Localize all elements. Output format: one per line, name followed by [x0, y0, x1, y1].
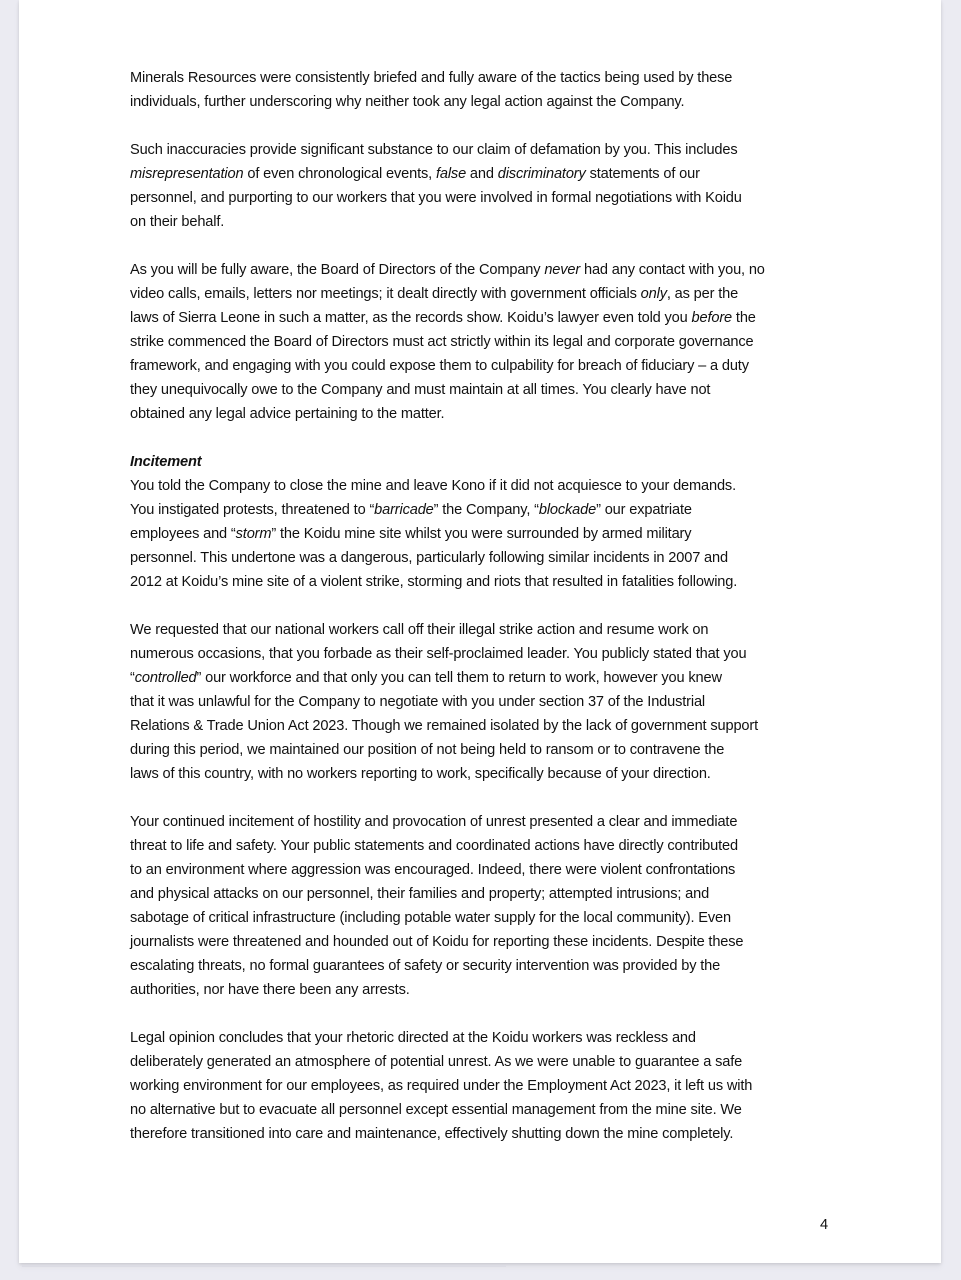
text-line [130, 306, 842, 330]
text-line [130, 714, 842, 738]
emphasized-text: never [544, 262, 581, 278]
text-run: ” the Koidu mine site whilst you were surrounded by armed military [271, 526, 692, 542]
text-run: and physical attacks on our personnel, their families and property; attempted intrusions; and [130, 886, 710, 902]
page-number: 4 [820, 1217, 829, 1233]
text-run: escalating threats, no formal guarantees of safety or security intervention was provided by the [130, 958, 721, 974]
text-line [130, 618, 842, 642]
text-run: sabotage of critical infrastructure (including potable water supply for the local community). Even [130, 910, 731, 926]
text-run: threat to life and safety. Your public statements and coordinated actions have directly contributed [130, 838, 738, 854]
text-line [130, 834, 842, 858]
text-run: personnel, and purporting to our workers that you were involved in formal negotiations with Koidu [130, 190, 742, 206]
text-run: obtained any legal advice pertaining to the matter. [130, 406, 445, 422]
paragraph-2 [130, 258, 842, 426]
text-run: therefore transitioned into care and maintenance, effectively shutting down the mine completely. [130, 1126, 734, 1142]
text-line [130, 738, 842, 762]
paragraph-1 [130, 138, 842, 234]
text-run: deliberately generated an atmosphere of potential unrest. As we were unable to guarantee a safe [130, 1054, 743, 1070]
text-run: journalists were threatened and hounded out of Koidu for reporting these incidents. Despite these [130, 934, 744, 950]
text-run: working environment for our employees, as required under the Employment Act 2023, it left us with [130, 1078, 753, 1094]
text-run: laws of Sierra Leone in such a matter, as the records show. Koidu’s lawyer even told you [130, 310, 692, 326]
text-line [130, 258, 842, 282]
text-line [130, 90, 842, 114]
emphasized-text: before [691, 310, 733, 326]
emphasized-text: discriminatory [497, 166, 586, 182]
text-run: As you will be fully aware, the Board of Directors of the Company [130, 262, 545, 278]
text-run: employees and “ [130, 526, 236, 542]
text-run: had any contact with you, no [580, 262, 765, 278]
emphasized-text: only [640, 286, 667, 302]
text-line [130, 666, 842, 690]
section-heading: Incitement [130, 454, 202, 470]
paragraph-0 [130, 66, 842, 114]
section-paragraph-3 [130, 450, 842, 594]
text-run: Relations & Trade Union Act 2023. Though we remained isolated by the lack of government support [130, 718, 758, 734]
text-run: You told the Company to close the mine and leave Kono if it did not acquiesce to your demands. [130, 478, 736, 494]
text-line [130, 858, 842, 882]
text-line [130, 954, 842, 978]
text-run: , as per the [666, 286, 739, 302]
page-edge-shadow [22, 1265, 506, 1267]
text-run: Minerals Resources were consistently briefed and fully aware of the tactics being used by these [130, 70, 733, 86]
text-run: Legal opinion concludes that your rhetoric directed at the Koidu workers was reckless and [130, 1030, 696, 1046]
text-run: no alternative but to evacuate all personnel except essential management from the mine site. We [130, 1102, 742, 1118]
text-run: framework, and engaging with you could expose them to culpability for breach of fiduciary – a duty [130, 358, 749, 374]
text-run: 2012 at Koidu’s mine site of a violent strike, storming and riots that resulted in fatalities following. [130, 574, 738, 590]
text-run: ” our expatriate [596, 502, 692, 518]
text-run: You instigated protests, threatened to “ [130, 502, 375, 518]
text-run: that it was unlawful for the Company to negotiate with you under section 37 of the Industrial [130, 694, 706, 710]
emphasized-text: blockade [538, 502, 597, 518]
text-line [130, 906, 842, 930]
document-body [130, 66, 842, 1170]
emphasized-text: misrepresentation [130, 166, 244, 182]
text-line [130, 810, 842, 834]
text-line [130, 138, 842, 162]
text-line [130, 882, 842, 906]
text-line [130, 474, 842, 498]
text-run: to an environment where aggression was encouraged. Indeed, there were violent confrontations [130, 862, 736, 878]
text-run: ” our workforce and that only you can tell them to return to work, however you knew [196, 670, 722, 686]
text-line [130, 1074, 842, 1098]
text-line [130, 522, 842, 546]
text-line [130, 186, 842, 210]
text-run: personnel. This undertone was a dangerous, particularly following similar incidents in 2007 and [130, 550, 728, 566]
text-line [130, 690, 842, 714]
text-line [130, 282, 842, 306]
text-run: and [466, 166, 498, 182]
text-line [130, 354, 842, 378]
text-run: of even chronological events, [243, 166, 436, 182]
text-line [130, 162, 842, 186]
text-run: authorities, nor have there been any arrests. [130, 982, 410, 998]
text-line [130, 546, 842, 570]
text-line [130, 762, 842, 786]
text-line [130, 1026, 842, 1050]
text-line [130, 378, 842, 402]
text-run: individuals, further underscoring why neither took any legal action against the Company. [130, 94, 685, 110]
paragraph-4 [130, 618, 842, 786]
text-run: We requested that our national workers call off their illegal strike action and resume work on [130, 622, 709, 638]
text-run: statements of our [585, 166, 700, 182]
text-run: during this period, we maintained our position of not being held to ransom or to contravene the [130, 742, 725, 758]
text-run: numerous occasions, that you forbade as their self-proclaimed leader. You publicly stated that you [130, 646, 747, 662]
text-line [130, 1098, 842, 1122]
text-run: video calls, emails, letters nor meetings; it dealt directly with government officials [130, 286, 641, 302]
text-line [130, 570, 842, 594]
text-line [130, 642, 842, 666]
paragraph-5 [130, 810, 842, 1002]
text-run: Such inaccuracies provide significant substance to our claim of defamation by you. This includes [130, 142, 738, 158]
text-run: strike commenced the Board of Directors must act strictly within its legal and corporate governance [130, 334, 754, 350]
emphasized-text: controlled [134, 670, 197, 686]
text-line [130, 210, 842, 234]
text-line [130, 1122, 842, 1146]
text-line [130, 498, 842, 522]
emphasized-text: barricade [374, 502, 434, 518]
text-run: the [732, 310, 756, 326]
document-page [19, 0, 941, 1263]
text-run: laws of this country, with no workers reporting to work, specifically because of your direction. [130, 766, 711, 782]
text-run: Your continued incitement of hostility and provocation of unrest presented a clear and immediate [130, 814, 738, 830]
text-line [130, 978, 842, 1002]
text-line [130, 330, 842, 354]
emphasized-text: storm [235, 526, 272, 542]
text-line [130, 66, 842, 90]
text-line [130, 402, 842, 426]
text-run: on their behalf. [130, 214, 225, 230]
text-run: “ [130, 670, 135, 686]
text-run: ” the Company, “ [433, 502, 539, 518]
text-line [130, 1050, 842, 1074]
paragraph-6 [130, 1026, 842, 1146]
emphasized-text: false [435, 166, 467, 182]
text-line [130, 930, 842, 954]
text-run: they unequivocally owe to the Company and must maintain at all times. You clearly have not [130, 382, 711, 398]
